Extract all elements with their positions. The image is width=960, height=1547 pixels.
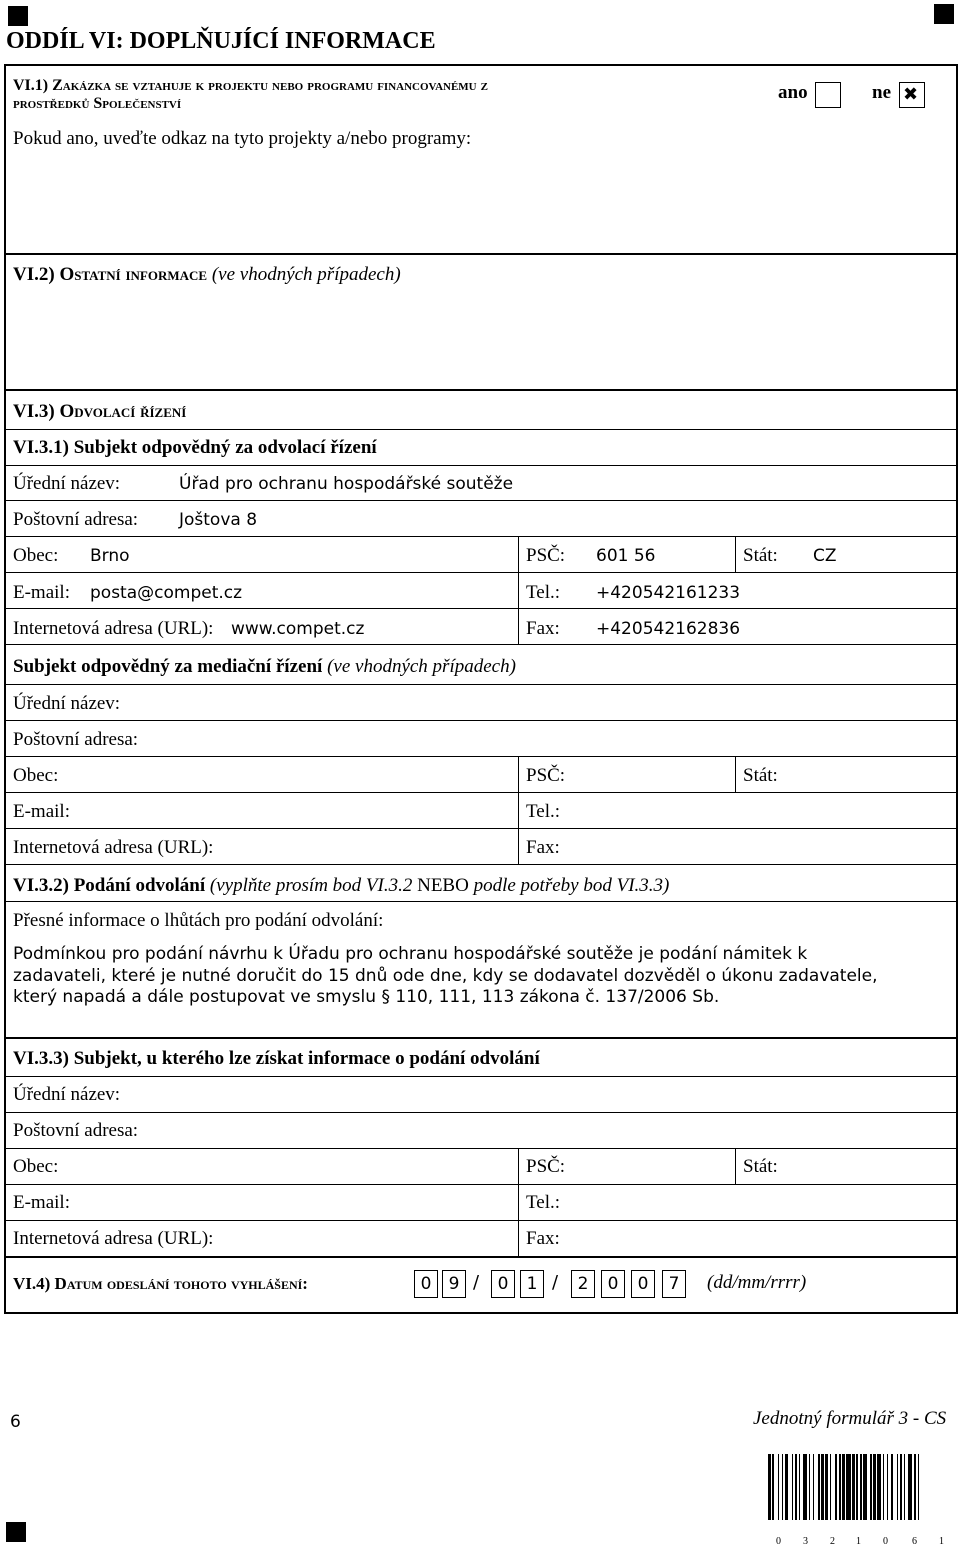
row-line [6, 536, 956, 537]
barcode-digit: 6 [912, 1536, 917, 1547]
row-line [6, 1220, 956, 1221]
mediation-psc-label: PSČ: [526, 765, 566, 786]
barcode-bar [852, 1454, 855, 1520]
vi31-tel: +420542161233 [596, 583, 741, 603]
corner-marker-top-left [8, 6, 28, 26]
barcode-bar [835, 1454, 836, 1520]
date-digit-day-2[interactable]: 9 [442, 1270, 466, 1298]
barcode-digit: 0 [883, 1536, 888, 1547]
vi31-psc: 601 56 [596, 546, 656, 566]
mediation-heading [13, 656, 516, 678]
barcode-bar [821, 1454, 824, 1520]
vi31-country: CZ [813, 546, 837, 566]
mediation-tel-label: Tel.: [526, 801, 561, 822]
barcode-bar [782, 1454, 783, 1520]
ne-label: ne [872, 82, 891, 103]
vi31-url: www.compet.cz [231, 619, 365, 639]
vi31-heading: VI.3.1) Subjekt odpovědný za odvolací řízení [13, 437, 377, 458]
row-line [6, 1148, 956, 1149]
vi32-text-line1: Podmínkou pro podání návrhu k Úřadu pro ochranu hospodářské soutěže je podání námitek k [13, 944, 808, 964]
barcode-bar [860, 1454, 861, 1520]
date-digit-year-3[interactable]: 0 [631, 1270, 655, 1298]
barcode-bar [887, 1454, 888, 1520]
barcode-bar [799, 1454, 800, 1520]
barcode-bar [914, 1454, 917, 1520]
vi31-url-label: Internetová adresa (URL): [13, 618, 214, 639]
section-title: ODDÍL VI: DOPLŇUJÍCÍ INFORMACE [6, 28, 436, 54]
barcode-bar [792, 1454, 793, 1520]
page-number: 6 [10, 1412, 21, 1432]
date-digit-year-2[interactable]: 0 [601, 1270, 625, 1298]
row-line [6, 1184, 956, 1185]
vi31-email: posta@compet.cz [90, 583, 243, 603]
vi2-heading-note: (ve vhodných případech) [211, 264, 401, 285]
date-digit-month-1[interactable]: 0 [491, 1270, 515, 1298]
vi33-postal-label: Poštovní adresa: [13, 1120, 139, 1141]
barcode-bar [877, 1454, 881, 1520]
vi31-tel-label: Tel.: [526, 582, 561, 603]
row-line [6, 720, 956, 721]
vi33-tel-label: Tel.: [526, 1192, 561, 1213]
vi31-postal: Joštova 8 [179, 510, 258, 530]
date-digit-month-2[interactable]: 1 [520, 1270, 544, 1298]
vi33-city-label: Obec: [13, 1156, 59, 1177]
barcode-digit: 1 [856, 1536, 861, 1547]
vi33-country-label: Stát: [743, 1156, 778, 1177]
vi33-fax-label: Fax: [526, 1228, 560, 1249]
date-separator: / [552, 1272, 559, 1293]
vi1-heading-line1: VI.1) Zakázka se vztahuje k projektu nebo programu financovanému z [13, 77, 488, 94]
vi31-psc-label: PSČ: [526, 545, 566, 566]
barcode-bar [900, 1454, 903, 1520]
barcode-bar [803, 1454, 807, 1520]
mediation-heading-text: Subjekt odpovědný za mediační řízení [13, 656, 323, 677]
mediation-fax-label: Fax: [526, 837, 560, 858]
row-line [6, 500, 956, 501]
col-line [518, 756, 519, 792]
date-digit-year-4[interactable]: 7 [662, 1270, 686, 1298]
row-line [6, 864, 956, 865]
vi32-heading-note-2: NEBO [417, 875, 469, 896]
checkmark-icon: ✖ [903, 84, 919, 105]
vi31-fax-label: Fax: [526, 618, 560, 639]
date-format: (dd/mm/rrrr) [707, 1272, 807, 1293]
barcode-bar [785, 1454, 788, 1520]
vi32-heading-note-1: (vyplňte prosím bod VI.3.2 [209, 875, 413, 896]
vi4-heading: VI.4) Datum odeslání tohoto vyhlášení: [13, 1274, 308, 1293]
vi32-text-line2: zadavateli, které je nutné doručit do 15 dnů ode dne, kdy se dodavatel dozvěděl o úkonu zadavatele, [13, 966, 878, 986]
vi32-heading-text: VI.3.2) Podání odvolání [13, 875, 206, 896]
vi1-heading-line2: prostředků Společenství [13, 95, 182, 112]
vi31-country-label: Stát: [743, 545, 778, 566]
barcode-bar [795, 1454, 798, 1520]
barcode-bar [904, 1454, 905, 1520]
mediation-city-label: Obec: [13, 765, 59, 786]
mediation-country-label: Stát: [743, 765, 778, 786]
mediation-postal-label: Poštovní adresa: [13, 729, 139, 750]
vi31-official-name-label: Úřední název: [13, 473, 121, 494]
ne-checkbox[interactable] [899, 82, 925, 108]
mediation-url-label: Internetová adresa (URL): [13, 837, 214, 858]
barcode-bar [842, 1454, 845, 1520]
ano-checkbox[interactable] [815, 82, 841, 108]
vi31-city-label: Obec: [13, 545, 59, 566]
barcode-bar [846, 1454, 850, 1520]
barcode-bar [856, 1454, 857, 1520]
corner-marker-top-right [934, 4, 954, 24]
date-separator: / [473, 1272, 480, 1293]
barcode-bar [870, 1454, 871, 1520]
vi32-deadline-label: Přesné informace o lhůtách pro podání odvolání: [13, 910, 384, 931]
barcode-bar [891, 1454, 892, 1520]
mediation-official-name-label: Úřední název: [13, 693, 121, 714]
row-line [6, 756, 956, 757]
vi31-fax: +420542162836 [596, 619, 741, 639]
vi32-heading-note-3: podle potřeby bod VI.3.3) [473, 875, 670, 896]
corner-marker-bottom-left [6, 1522, 26, 1542]
col-line [735, 536, 736, 572]
vi32-heading [13, 875, 669, 897]
vi33-email-label: E-mail: [13, 1192, 70, 1213]
row-line [6, 644, 956, 645]
col-line [518, 536, 519, 572]
mediation-email-label: E-mail: [13, 801, 70, 822]
vi31-official-name: Úřad pro ochranu hospodářské soutěže [179, 474, 514, 494]
vi3-heading: VI.3) Odvolací řízení [13, 401, 187, 422]
vi2-heading-text: VI.2) Ostatní informace [13, 264, 208, 285]
vi31-city: Brno [90, 546, 130, 566]
barcode-bar [863, 1454, 867, 1520]
vi33-heading: VI.3.3) Subjekt, u kterého lze získat informace o podání odvolání [13, 1048, 540, 1069]
divider-vi2 [4, 389, 958, 391]
row-line [6, 1112, 956, 1113]
divider-vi32 [4, 1037, 958, 1039]
barcode-digit: 0 [776, 1536, 781, 1547]
mediation-heading-note: (ve vhodných případech) [327, 656, 516, 677]
barcode-bar [818, 1454, 819, 1520]
vi31-postal-label: Poštovní adresa: [13, 509, 139, 530]
divider-vi33 [4, 1256, 958, 1258]
barcode-bar [908, 1454, 912, 1520]
barcode-digit: 1 [939, 1536, 944, 1547]
barcode-digit: 3 [803, 1536, 808, 1547]
divider-vi1 [4, 253, 958, 255]
barcode-bar [778, 1454, 779, 1520]
row-line [6, 684, 956, 685]
row-line [6, 828, 956, 829]
col-line [735, 1148, 736, 1184]
row-line [6, 608, 956, 609]
col-line [735, 756, 736, 792]
barcode-bar [897, 1454, 898, 1520]
barcode-bar [825, 1454, 828, 1520]
form-name: Jednotný formulář 3 - CS [753, 1408, 947, 1429]
barcode-bar [839, 1454, 840, 1520]
form-frame [4, 64, 958, 1314]
vi2-heading [13, 264, 401, 286]
barcode-bar [809, 1454, 810, 1520]
row-line [6, 792, 956, 793]
row-line [6, 1076, 956, 1077]
barcode-bar [830, 1454, 831, 1520]
barcode-bar [918, 1454, 919, 1520]
barcode-bar [768, 1454, 771, 1520]
date-digit-day-1[interactable]: 0 [414, 1270, 438, 1298]
row-line [6, 429, 956, 430]
row-line [6, 465, 956, 466]
row-line [6, 901, 956, 902]
barcode-bar [813, 1454, 814, 1520]
barcode-bar [883, 1454, 884, 1520]
ano-label: ano [778, 82, 808, 103]
vi33-official-name-label: Úřední název: [13, 1084, 121, 1105]
vi33-url-label: Internetová adresa (URL): [13, 1228, 214, 1249]
barcode-bar [873, 1454, 876, 1520]
vi32-text-line3: který napadá a dále postupovat ve smyslu § 110, 111, 113 zákona č. 137/2006 Sb. [13, 987, 720, 1007]
col-line [518, 1148, 519, 1184]
date-digit-year-1[interactable]: 2 [571, 1270, 595, 1298]
vi33-psc-label: PSČ: [526, 1156, 566, 1177]
vi1-reference-label: Pokud ano, uveďte odkaz na tyto projekty a/nebo programy: [13, 128, 472, 149]
barcode-bar [772, 1454, 773, 1520]
row-line [6, 572, 956, 573]
barcode-digit: 2 [830, 1536, 835, 1547]
vi31-email-label: E-mail: [13, 582, 70, 603]
